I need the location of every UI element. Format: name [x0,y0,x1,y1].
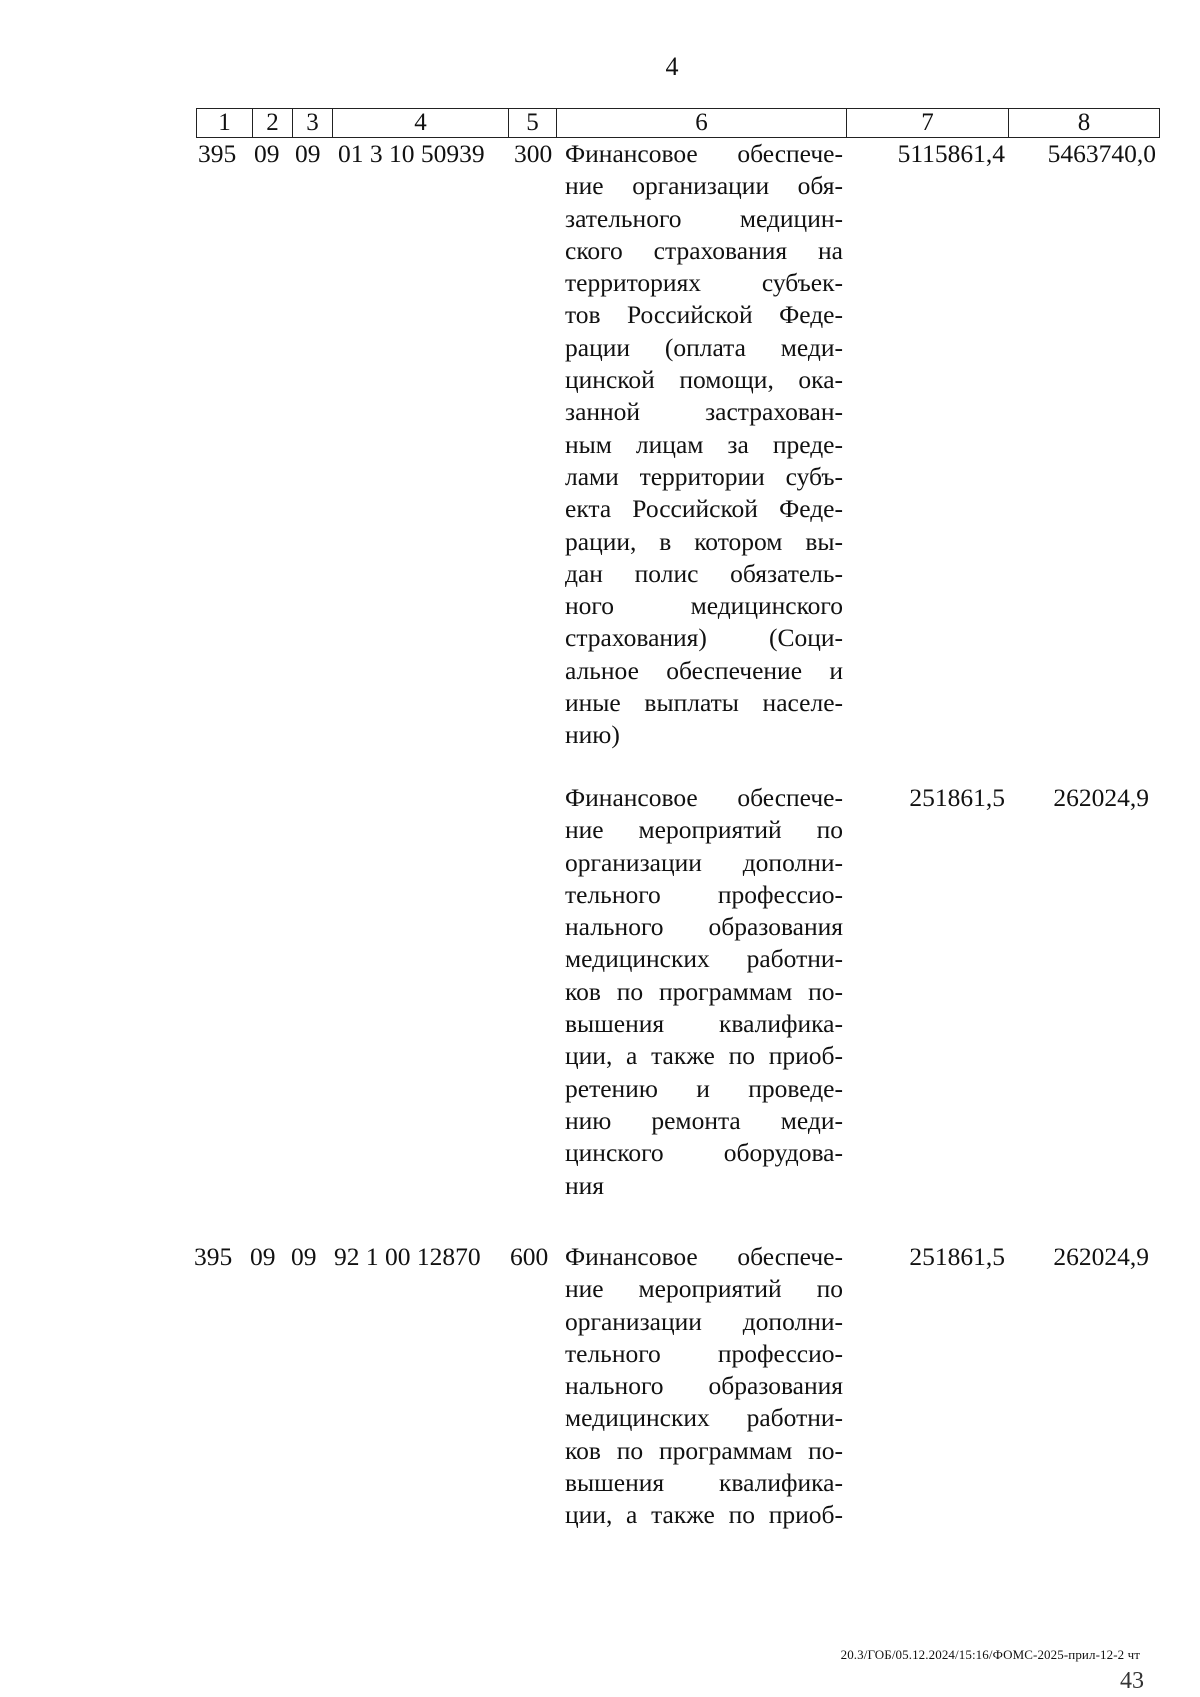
amount-2026: 5463740,0 [1047,139,1156,168]
amount-2025: 251861,5 [909,783,1005,812]
code-c4: 01 3 10 50939 [338,139,485,168]
column-number-8: 8 [1077,109,1091,136]
amount-2025: 5115861,4 [897,139,1005,168]
code-c3: 09 [291,1242,317,1271]
column-number-1: 1 [197,109,253,137]
document-reference: 20.3/ГОБ/05.12.2024/15:16/ФОМС-2025-прил-12-2 чт [840,1647,1140,1662]
code-c5: 300 [514,139,553,168]
page-number: 4 [665,52,679,81]
amount-2026: 262024,9 [1053,783,1149,812]
code-c2: 09 [254,139,280,168]
column-number-2: 2 [253,109,293,137]
code-c5: 600 [510,1242,549,1271]
column-number-6: 6 [557,109,847,137]
column-number-7: 7 [847,109,1009,137]
column-number-4: 4 [333,109,509,137]
column-number-3: 3 [293,109,333,137]
row-description: Финансовое обеспече- ние организации обя- зательного медицин- ского страхования на территориях субъек- тов Российской Феде- рации (оплата меди- цинской помощи, ока- занной застрахован- ным лицам за преде- лами территории субъ- екта Российской Феде- рации, в котором вы- дан полис обязатель- ного медицинского страхования) (Соци- альное обеспечение и иные выплаты населе- нию) [565,139,843,750]
row-description: Финансовое обеспече- ние мероприятий по организации дополни- тельного профессио- нального образования медицинских работни- ков по программам по- вышения квалифика- ции, а также по приоб- ретению и проведе- нию ремонта меди- цинского оборудова- ния [565,783,843,1200]
amount-2026: 262024,9 [1053,1242,1149,1271]
code-c2: 09 [250,1242,276,1271]
sheet-number: 43 [1120,1668,1144,1694]
code-c3: 09 [295,139,321,168]
code-c1: 395 [198,139,237,168]
row-description: Финансовое обеспече- ние мероприятий по организации дополни- тельного профессио- нального образования медицинских работни- ков по программам по- вышения квалифика- ции, а также по приоб- [565,1242,843,1530]
code-c1: 395 [194,1242,233,1271]
column-number-5: 5 [509,109,557,137]
column-number-header [196,108,1160,138]
code-c4: 92 1 00 12870 [334,1242,481,1271]
amount-2025: 251861,5 [909,1242,1005,1271]
